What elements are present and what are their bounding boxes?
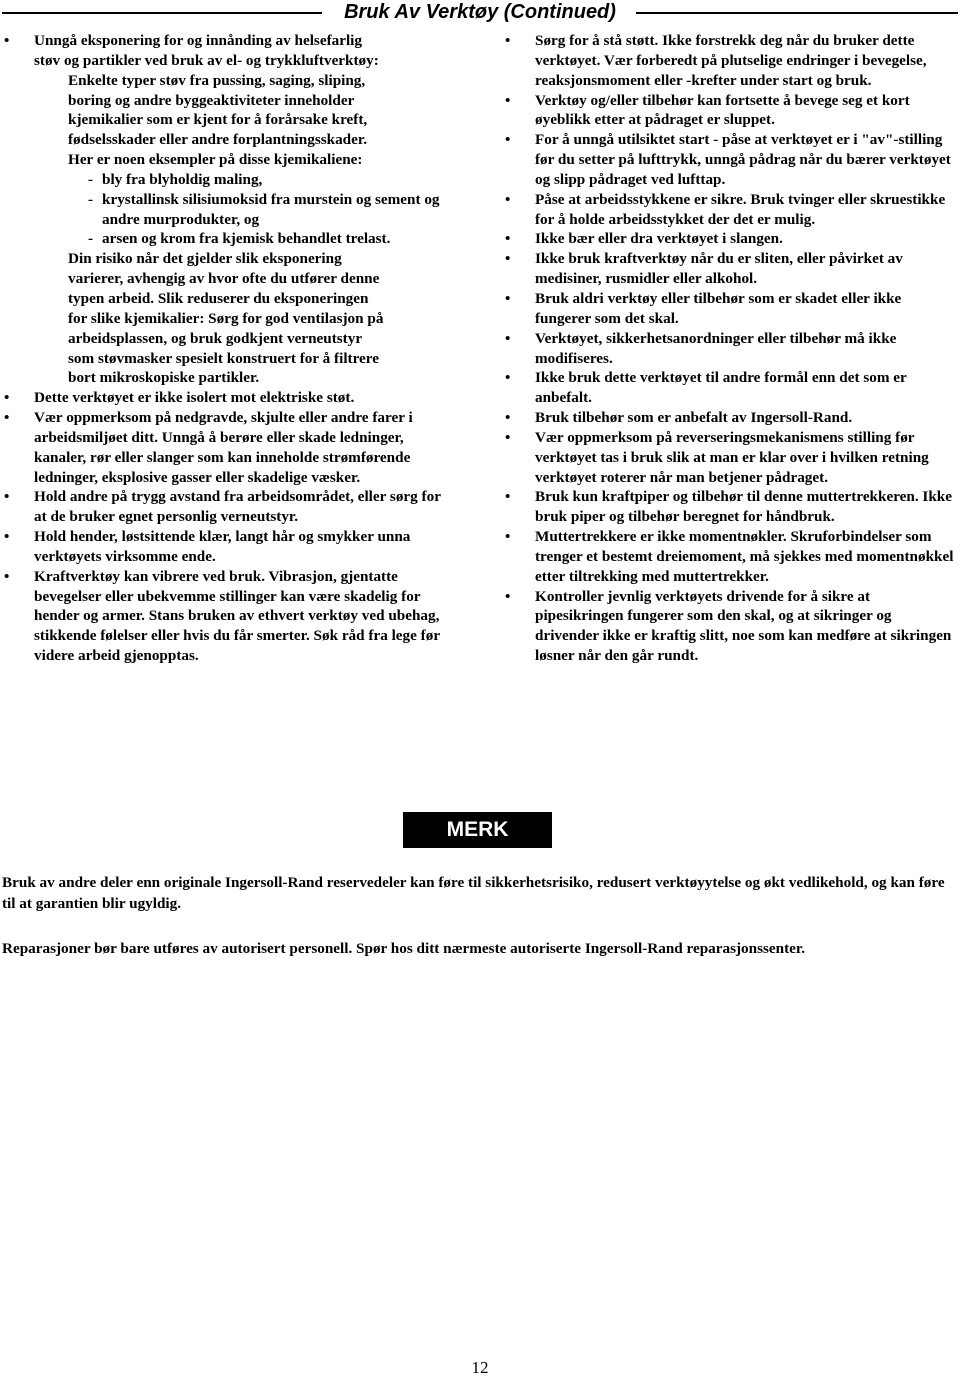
- chemicals-dash-list: [68, 170, 454, 249]
- item-line: Her er noen eksempler på disse kjemikaliene:: [68, 151, 363, 169]
- list-item: • Hold andre på trygg avstand fra arbeidsområdet, eller sørg for at de bruker egnet personlig verneutstyr.: [4, 487, 454, 527]
- item-line: som støvmasker spesielt konstruert for å filtrere: [68, 349, 380, 367]
- item-line: • Unngå eksponering for og innånding av helsefarlig: [34, 32, 362, 49]
- item-line: for slike kjemikalier: Sørg for god ventilasjon på: [68, 309, 384, 327]
- item-line: kjemikalier som er kjent for å forårsake kreft,: [68, 111, 368, 129]
- list-item: [4, 31, 454, 388]
- item-line: fødselsskader eller andre forplantningsskader.: [68, 131, 368, 149]
- page-title: Bruk Av Verktøy (Continued): [344, 1, 616, 23]
- item-line: varierer, avhengig av hvor ofte du utfører denne: [68, 270, 380, 288]
- list-item: • Påse at arbeidsstykkene er sikre. Bruk tvinger eller skruestikke for å holde arbeidsstykket der det er mulig.: [505, 190, 958, 230]
- list-item: • Muttertrekkere er ikke momentnøkler. Skruforbindelser som trenger et bestemt dreiemoment, må sjekkes med momentnøkkel etter tiltrekking med muttertrekker.: [505, 527, 958, 587]
- dash-item: - arsen og krom fra kjemisk behandlet trelast.: [88, 229, 454, 249]
- header-rule-left: [2, 12, 322, 14]
- item-line: Din risiko når det gjelder slik eksponering: [68, 250, 342, 268]
- item-line: Enkelte typer støv fra pussing, saging, sliping,: [68, 71, 366, 89]
- list-item: • Ikke bruk kraftverktøy når du er sliten, eller påvirket av medisiner, rusmidler eller alkohol.: [505, 249, 958, 289]
- list-item: • Ikke bær eller dra verktøyet i slangen.: [505, 229, 958, 249]
- left-column: [4, 31, 454, 666]
- list-item: • Verktøy og/eller tilbehør kan fortsette å bevege seg et kort øyeblikk etter at pådraget er sluppet.: [505, 91, 958, 131]
- list-item: • Sørg for å stå støtt. Ikke forstrekk deg når du bruker dette verktøyet. Vær forberedt på plutselige endringer i bevegelse, reaksjonsmoment eller -krefter under start og bruk.: [505, 31, 958, 91]
- dash-item: - krystallinsk silisiumoksid fra murstein og sement og andre murprodukter, og: [88, 190, 454, 230]
- list-item: • Kraftverktøy kan vibrere ved bruk. Vibrasjon, gjentatte bevegelser eller ubekvemme stillinger kan være skadelig for hender og armer. Stans bruken av ethvert verktøy ved ubehag, stikkende følelser eller hvis du får smerter. Søk råd fra lege før videre arbeid gjenopptas.: [4, 567, 454, 666]
- list-item: • Kontroller jevnlig verktøyets drivende for å sikre at pipesikringen fungerer som den skal, og at sikringer og drivender ikke er kraftig slitt, noe som kan medføre at sikringen løsner når den går rundt.: [505, 587, 958, 666]
- notice-paragraph: Bruk av andre deler enn originale Ingersoll-Rand reservedeler kan føre til sikkerhetsrisiko, redusert verktøyytelse og økt vedlikehold, og kan føre til at garantien blir ugyldig.: [2, 874, 945, 912]
- item-line: arbeidsplassen, og bruk godkjent verneutstyr: [68, 329, 363, 347]
- left-bullet-list: [4, 31, 454, 666]
- notice-paragraph: Reparasjoner bør bare utføres av autorisert personell. Spør hos ditt nærmeste autoriserte Ingersoll-Rand reparasjonssenter.: [2, 940, 806, 957]
- list-item: • Vær oppmerksom på reverseringsmekanismens stilling før verktøyet tas i bruk slik at man er klar over i hvilken retning verktøyet roterer når man betjener pådraget.: [505, 428, 958, 488]
- header-rule-right: [636, 12, 958, 14]
- item-line: typen arbeid. Slik reduserer du eksponeringen: [68, 289, 369, 307]
- list-item: • Ikke bruk dette verktøyet til andre formål enn det som er anbefalt.: [505, 368, 958, 408]
- item-line: boring og andre byggeaktiviteter inneholder: [68, 91, 355, 109]
- list-item: • Bruk kun kraftpiper og tilbehør til denne muttertrekkeren. Ikke bruk piper og tilbehør beregnet for håndbruk.: [505, 487, 958, 527]
- chemicals-paragraph: [34, 71, 454, 389]
- item-line: bort mikroskopiske partikler.: [68, 369, 260, 387]
- list-item: • Vær oppmerksom på nedgravde, skjulte eller andre farer i arbeidsmiljøet ditt. Unngå å berøre eller skade ledninger, kanaler, rør eller slanger som kan inneholde strømførende ledninger, eksplosive gasser eller skadelige væsker.: [4, 408, 454, 487]
- notice-label: MERK: [403, 812, 552, 848]
- item-line: støv og partikler ved bruk av el- og trykkluftverktøy:: [34, 51, 379, 69]
- right-column: [505, 31, 958, 666]
- page-number: 12: [471, 1358, 489, 1377]
- right-bullet-list: [505, 31, 958, 666]
- list-item: • Dette verktøyet er ikke isolert mot elektriske støt.: [4, 388, 454, 408]
- list-item: • Bruk aldri verktøy eller tilbehør som er skadet eller ikke fungerer som det skal.: [505, 289, 958, 329]
- list-item: • Verktøyet, sikkerhetsanordninger eller tilbehør må ikke modifiseres.: [505, 329, 958, 369]
- list-item: • Hold hender, løstsittende klær, langt hår og smykker unna verktøyets virksomme ende.: [4, 527, 454, 567]
- list-item: • Bruk tilbehør som er anbefalt av Ingersoll-Rand.: [505, 408, 958, 428]
- dash-item: - bly fra blyholdig maling,: [88, 170, 454, 190]
- list-item: • For å unngå utilsiktet start - påse at verktøyet er i "av"-stilling før du setter på lufttrykk, unngå pådrag når du bærer verktøyet og slipp pådraget ved lufttap.: [505, 130, 958, 190]
